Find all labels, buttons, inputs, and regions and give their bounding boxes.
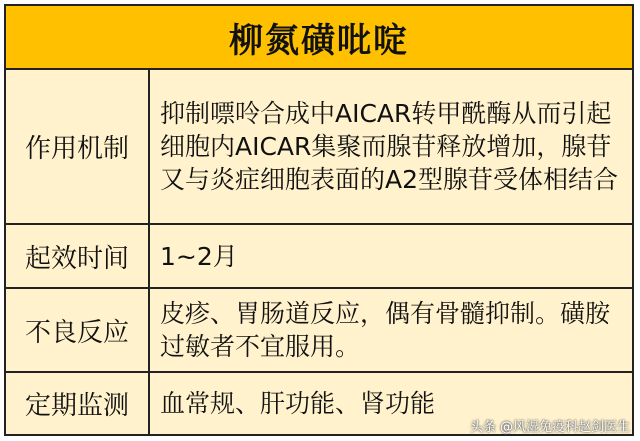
- table-row-onset: [6, 225, 632, 289]
- row-value: 皮疹、胃肠道反应，偶有骨髓抑制。磺胺过敏者不宜服用。: [160, 299, 611, 361]
- table-row-mechanism: [6, 70, 632, 225]
- row-label: 起效时间: [6, 225, 150, 287]
- row-value: 血常规、肝功能、肾功能: [160, 389, 436, 418]
- row-label: 作用机制: [6, 70, 150, 223]
- row-value: 1~2月: [160, 241, 238, 271]
- table-title: 柳氮磺吡啶: [6, 6, 632, 70]
- table-row-adverse-effects: [6, 289, 632, 373]
- watermark: 头条 @风湿免疫科赵剑医生: [469, 420, 630, 435]
- row-label: 定期监测: [6, 373, 150, 434]
- row-label: 不良反应: [6, 289, 150, 371]
- drug-info-table: [4, 4, 634, 436]
- row-value: 抑制嘌呤合成中AICAR转甲酰酶从而引起细胞内AICAR集聚而腺苷释放增加，腺苷又与炎症细胞表面的A2型腺苷受体相结合: [160, 99, 619, 194]
